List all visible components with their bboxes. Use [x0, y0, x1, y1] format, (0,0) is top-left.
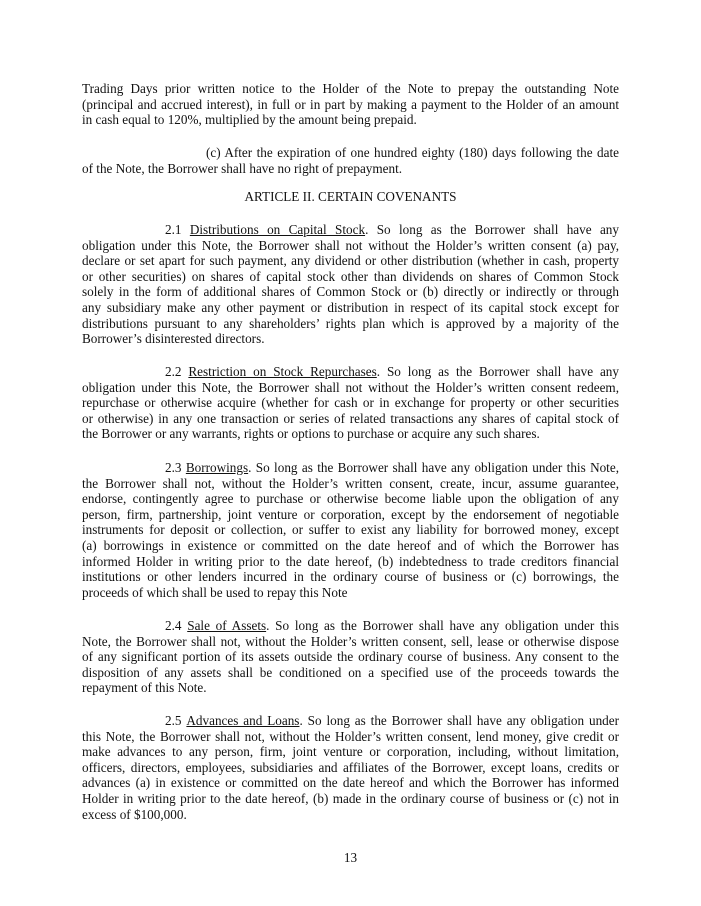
- section-title: Borrowings: [185, 460, 249, 475]
- section-first-line-text: . So long as the Borrower shall have any: [365, 222, 619, 237]
- section-first-line: [82, 222, 619, 238]
- text-line: advances (a) in existence or committed on the date hereof and which the Borrower has informed: [82, 775, 619, 791]
- text-line: this Note, the Borrower shall not, without the Holder’s written consent, lend money, give credit or: [82, 728, 619, 744]
- text-line: the Borrower shall not, without the Holder’s written consent, create, incur, assume guarantee,: [82, 475, 619, 491]
- section-first-line-text: . So long as the Borrower shall have any obligation under this: [266, 618, 620, 633]
- section-number: 2.3: [165, 460, 182, 475]
- section-title: Advances and Loans: [186, 713, 300, 728]
- section-first-line-text: . So long as the Borrower shall have any obligation under this Note,: [248, 460, 619, 475]
- text-line: proceeds of which shall be used to repay this Note: [82, 584, 348, 600]
- text-line: repayment of this Note.: [82, 680, 207, 696]
- text-line: person, firm, partnership, joint venture or corporation, except by the endorsement of negotiable: [82, 506, 619, 522]
- text-line: (principal and accrued interest), in full or in part by making a payment to the Holder of an amount: [82, 96, 619, 112]
- section-first-line-text: . So long as the Borrower shall have any obligation under: [299, 713, 620, 728]
- text-line: institutions or other lenders incurred in the ordinary course of business or (c) borrowings, the: [82, 569, 619, 585]
- section-first-line: [82, 713, 619, 729]
- text-line: any subsidiary make any other payment or distribution in respect of its capital stock except for: [82, 299, 619, 315]
- text-line: disposition of any assets shall be conditioned on a specified use of the proceeds towards the: [82, 664, 619, 680]
- section-number: 2.5: [165, 713, 182, 728]
- text-line: (a) borrowings in existence or committed on the date hereof and of which the Borrower has: [82, 537, 619, 553]
- text-line: informed Holder in writing prior to the date hereof, (b) indebtedness to trade creditors financial: [82, 553, 619, 569]
- text-line: excess of $100,000.: [82, 806, 187, 822]
- text-line: Note, the Borrower shall not, without the Holder’s written consent, sell, lease or otherwise dispose: [82, 633, 619, 649]
- page-number: 13: [343, 850, 358, 865]
- section-first-line-text: . So long as the Borrower shall have any: [376, 364, 619, 379]
- text-line: obligation under this Note, the Borrower shall not without the Holder’s written consent (a) pay,: [82, 237, 619, 253]
- section-title: Sale of Assets: [187, 618, 267, 633]
- section-number: 2.4: [165, 618, 182, 633]
- section-title: Distributions on Capital Stock: [189, 222, 366, 237]
- text-line: of the Note, the Borrower shall have no right of prepayment.: [82, 160, 403, 176]
- section-first-line: [82, 460, 619, 476]
- text-line: declare or set apart for such payment, any dividend or other distribution (whether in cash, property: [82, 253, 619, 269]
- section-number: 2.2: [165, 364, 182, 379]
- text-line: endorse, contingently agree to purchase or otherwise become liable upon the obligation of any: [82, 491, 619, 507]
- section-title: Restriction on Stock Repurchases: [188, 364, 377, 379]
- section-first-line: [82, 364, 619, 380]
- text-line: obligation under this Note, the Borrower shall not without the Holder’s written consent redeem,: [82, 379, 619, 395]
- text-line: or other securities) on shares of capital stock other than dividends on shares of Common Stock: [82, 268, 619, 284]
- section-first-line: [82, 618, 619, 634]
- text-line: (c) After the expiration of one hundred eighty (180) days following the date: [206, 145, 619, 160]
- text-line: Borrower’s disinterested directors.: [82, 331, 265, 347]
- section-2-4: [82, 618, 619, 696]
- text-line: instruments for deposit or collection, or suffer to exist any liability for borrowed money, except: [82, 522, 619, 538]
- text-line: solely in the form of additional shares of Common Stock or (b) directly or indirectly or through: [82, 284, 619, 300]
- section-2-5: [82, 713, 619, 822]
- text-line: the Borrower or any warrants, rights or options to purchase or acquire any such shares.: [82, 426, 540, 442]
- text-line: Trading Days prior written notice to the Holder of the Note to prepay the outstanding Note: [82, 81, 619, 96]
- text-line: officers, directors, employees, subsidiaries and affiliates of the Borrower, except loans, credits or: [82, 759, 619, 775]
- intro-paragraph: [82, 81, 619, 128]
- article-heading: ARTICLE II. CERTAIN COVENANTS: [244, 189, 457, 204]
- text-line: in cash equal to 120%, multiplied by the amount being prepaid.: [82, 112, 417, 128]
- section-2-2: [82, 364, 619, 442]
- section-2-1: [82, 222, 619, 347]
- text-line: distributions pursuant to any shareholders’ rights plan which is approved by a majority of the: [82, 315, 619, 331]
- section-2-3: [82, 460, 619, 600]
- text-line: of any significant portion of its assets outside the ordinary course of business. Any consent to the: [82, 649, 619, 665]
- section-number: 2.1: [165, 222, 182, 237]
- text-line: or otherwise) in any one transaction or series of related transactions any shares of capital stock of: [82, 410, 619, 426]
- text-line: Holder in writing prior to the date hereof, (b) made in the ordinary course of business or (c) not in: [82, 790, 619, 806]
- text-line: make advances to any person, firm, joint venture or corporation, including, without limitation,: [82, 744, 619, 760]
- clause-c-paragraph: [82, 145, 619, 176]
- text-line: repurchase or otherwise acquire (whether for cash or in exchange for property or other securities: [82, 395, 619, 411]
